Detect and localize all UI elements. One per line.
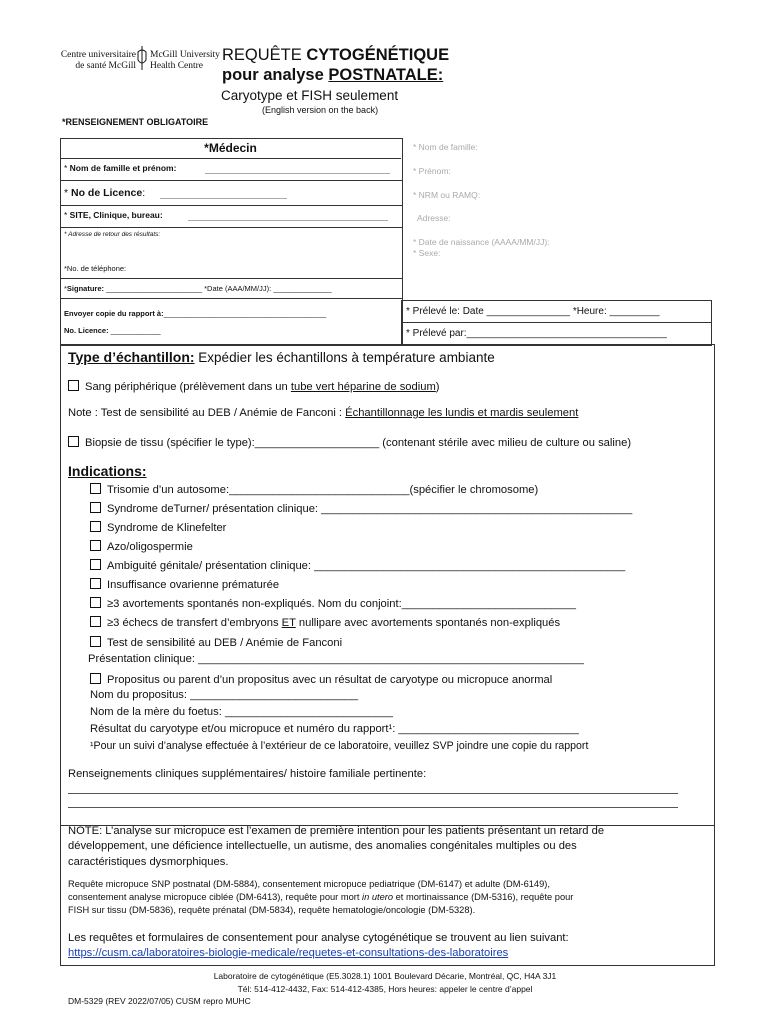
patient-first-name[interactable]: * Prénom: bbox=[413, 166, 451, 176]
note-line-3: caractéristiques dysmorphiques. bbox=[68, 856, 229, 868]
patient-address[interactable]: Adresse: bbox=[417, 213, 451, 223]
indication-azo[interactable]: Azo/oligospermie bbox=[90, 540, 193, 553]
indication-turner[interactable]: Syndrome deTurner/ présentation clinique: __________________________________________________ bbox=[90, 502, 632, 515]
checkbox-icon[interactable] bbox=[68, 380, 79, 391]
form-title: REQUÊTE CYTOGÉNÉTIQUE bbox=[222, 46, 450, 64]
propositus-name[interactable]: Nom du propositus: ___________________________ bbox=[90, 689, 359, 701]
sampling-date[interactable]: * Prélevé le: Date _______________ *Heure: _________ bbox=[406, 306, 660, 317]
sample-type-heading: Type d’échantillon: Expédier les échantillons à température ambiante bbox=[68, 349, 495, 365]
checkbox-icon[interactable] bbox=[68, 436, 79, 447]
patient-sex[interactable]: * Sexe: bbox=[413, 248, 441, 258]
logo-muhc-fr: Centre universitaire de santé McGill bbox=[60, 50, 136, 71]
checkbox-icon[interactable] bbox=[90, 502, 101, 513]
indication-genital[interactable]: Ambiguité génitale/ présentation clinique: __________________________________________________ bbox=[90, 559, 625, 572]
note-line-1: NOTE: L’analyse sur micropuce est l’examen de première intention pour les patients présentant un retard de bbox=[68, 825, 605, 837]
muhc-logo-icon bbox=[136, 46, 148, 70]
requests-link[interactable]: https://cusm.ca/laboratoires-biologie-medicale/requetes-et-consultations-des-laboratoires bbox=[68, 947, 509, 959]
physician-name-label: * Nom de famille et prénom: bbox=[64, 163, 177, 173]
patient-dob[interactable]: * Date de naissance (AAAA/MM/JJ): bbox=[413, 237, 550, 247]
extra-info-line-1[interactable] bbox=[68, 793, 678, 794]
phone-label: *No. de téléphone: bbox=[64, 264, 127, 273]
checkbox-icon[interactable] bbox=[90, 540, 101, 551]
checkbox-icon[interactable] bbox=[90, 483, 101, 494]
sampled-by[interactable]: * Prélevé par:____________________________________ bbox=[406, 328, 667, 339]
indication-ivf[interactable]: ≥3 échecs de transfert d’embryons ET nullipare avec avortements spontanés non-expliqués bbox=[90, 616, 560, 629]
form-subtitle: Caryotype et FISH seulement bbox=[221, 88, 399, 103]
footer-phone: Tél: 514-412-4432, Fax: 514-412-4385, Hors heures: appeler le centre d’appel bbox=[237, 984, 533, 994]
indication-propositus[interactable]: Propositus ou parent d’un propositus avec un résultat de caryotype ou micropuce anormal bbox=[90, 673, 552, 686]
licence-field[interactable] bbox=[160, 198, 287, 199]
extra-info-line-2[interactable] bbox=[68, 807, 678, 808]
site-label: * SITE, Clinique, bureau: bbox=[64, 210, 163, 220]
english-version-note: (English version on the back) bbox=[262, 105, 379, 115]
checkbox-icon[interactable] bbox=[90, 521, 101, 532]
indications-heading: Indications: bbox=[68, 463, 147, 479]
indication-ovarian[interactable]: Insuffisance ovarienne prématurée bbox=[90, 578, 279, 591]
site-field[interactable] bbox=[188, 220, 388, 221]
checkbox-icon[interactable] bbox=[90, 578, 101, 589]
clinical-presentation[interactable]: Présentation clinique: ______________________________________________________________ bbox=[88, 653, 584, 665]
indication-abortions[interactable]: ≥3 avortements spontanés non-expliqués. Nom du conjoint:____________________________ bbox=[90, 597, 576, 610]
indication-klinefelter[interactable]: Syndrome de Klinefelter bbox=[90, 521, 226, 534]
karyotype-result[interactable]: Résultat du caryotype et/ou micropuce et numéro du rapport¹: _____________________________ bbox=[90, 723, 579, 735]
checkbox-icon[interactable] bbox=[90, 559, 101, 570]
physician-name-field[interactable] bbox=[205, 173, 390, 174]
indication-trisomy[interactable]: Trisomie d’un autosome:_____________________________(spécifier le chromosome) bbox=[90, 483, 538, 496]
blood-sample-option[interactable]: Sang périphérique (prélèvement dans un tube vert héparine de sodium) bbox=[68, 380, 440, 393]
refs-line-2: consentement analyse micropuce ciblée (DM-6413), requête pour mort in utero et mortinaissance (DM-5316), requête pour bbox=[68, 892, 574, 902]
checkbox-icon[interactable] bbox=[90, 673, 101, 684]
physician-heading: *Médecin bbox=[60, 138, 401, 159]
refs-line-1: Requête micropuce SNP postnatal (DM-5884), consentement micropuce pediatrique (DM-6147) et adulte (DM-6149), bbox=[68, 879, 550, 889]
signature-label: *Signature: _______________________ *Date (AAA/MM/JJ): ______________ bbox=[64, 284, 332, 293]
indication-deb[interactable]: Test de sensibilité au DEB / Anémie de Fanconi bbox=[90, 636, 342, 649]
logo-muhc-en: McGill University Health Centre bbox=[150, 50, 220, 71]
refs-line-3: FISH sur tissu (DM-5836), requête prénatal (DM-5834), requête hematologie/oncologie (DM-5328). bbox=[68, 905, 476, 915]
form-title-line2: pour analyse POSTNATALE: bbox=[222, 66, 444, 84]
licence-label: * No de Licence: bbox=[64, 187, 146, 199]
footer-address: Laboratoire de cytogénétique (E5.3028.1) 1001 Boulevard Décarie, Montréal, QC, H4A 3J1 bbox=[213, 971, 557, 981]
required-note: *RENSEIGNEMENT OBLIGATOIRE bbox=[62, 117, 209, 127]
deb-note: Note : Test de sensibilité au DEB / Anémie de Fanconi : Échantillonnage les lundis et mardis seulement bbox=[68, 407, 579, 419]
return-address-label: * Adresse de retour des résultats: bbox=[64, 231, 161, 238]
note-line-2: développement, une déficience intellectuelle, un autisme, des anomalies congénitales multiples ou des bbox=[68, 840, 577, 852]
link-intro: Les requêtes et formulaires de consentement pour analyse cytogénétique se trouvent au lien suivant: bbox=[68, 932, 569, 944]
patient-family-name[interactable]: * Nom de famille: bbox=[413, 142, 478, 152]
biopsy-option[interactable]: Biopsie de tissu (spécifier le type):____________________ (contenant stérile avec milieu de culture ou saline) bbox=[68, 436, 631, 449]
patient-nrm[interactable]: * NRM ou RAMQ: bbox=[413, 190, 481, 200]
checkbox-icon[interactable] bbox=[90, 616, 101, 627]
form-code: DM-5329 (REV 2022/07/05) CUSM repro MUHC bbox=[68, 996, 251, 1006]
copy-licence-label: No. Licence: ____________ bbox=[64, 326, 161, 335]
footnote: ¹Pour un suivi d’analyse effectuée à l’extérieur de ce laboratoire, veuillez SVP joindre une copie du rapport bbox=[90, 740, 589, 752]
mother-name[interactable]: Nom de la mère du foetus: ___________________________ bbox=[90, 706, 393, 718]
extra-info-label: Renseignements cliniques supplémentaires/ histoire familiale pertinente: bbox=[68, 768, 427, 780]
checkbox-icon[interactable] bbox=[90, 597, 101, 608]
checkbox-icon[interactable] bbox=[90, 636, 101, 647]
copy-report-label: Envoyer copie du rapport à:_______________________________________ bbox=[64, 309, 327, 318]
